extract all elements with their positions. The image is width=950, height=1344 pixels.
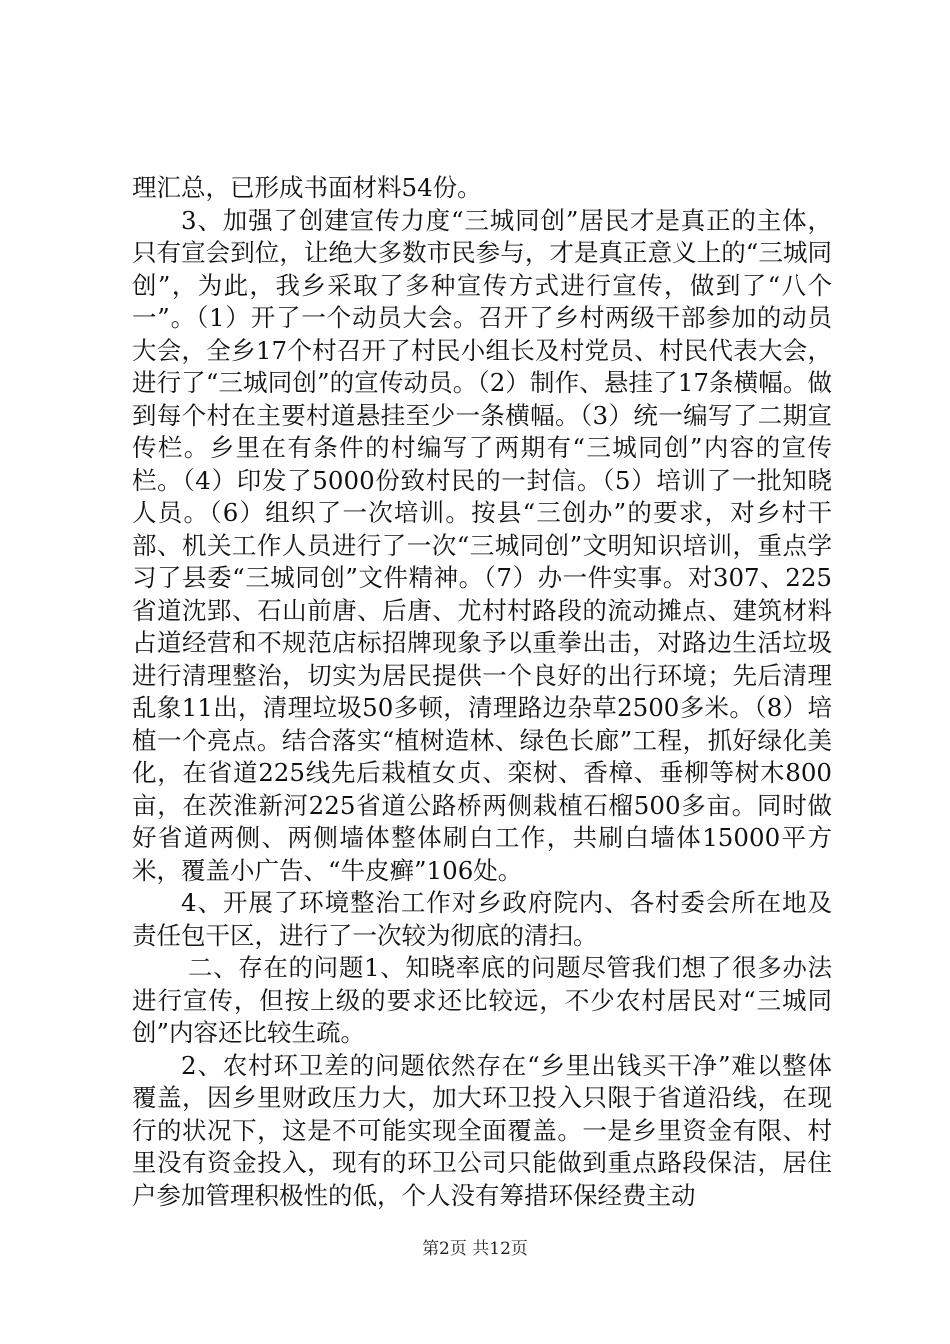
page-footer: 第2页 共12页: [422, 1239, 528, 1259]
document-body: [132, 172, 832, 1212]
paragraph-publicity: 3、加强了创建宣传力度“三城同创”居民才是真正的主体，只有宣会到位，让绝大多数市民参与，才是真正意义上的“三城同创”，为此，我乡采取了多种宣传方式进行宣传，做到了“八个一”。（1）开了一个动员大会。召开了乡村两级干部参加的动员大会，全乡17个村召开了村民小组长及村党员、村民代表大会，进行了“三城同创”的宣传动员。（2）制作、悬挂了17条横幅。做到每个村在主要村道悬挂至少一条横幅。（3）统一编写了二期宣传栏。乡里在有条件的村编写了两期有“三城同创”内容的宣传栏。（4）印发了5000份致村民的一封信。（5）培训了一批知晓人员。（6）组织了一次培训。按县“三创办”的要求，对乡村干部、机关工作人员进行了一次“三城同创”文明知识培训，重点学习了县委“三城同创”文件精神。（7）办一件实事。对307、225省道沈郢、石山前唐、后唐、尤村村路段的流动摊点、建筑材料占道经营和不规范店标招牌现象予以重拳出击，对路边生活垃圾进行清理整治，切实为居民提供一个良好的出行环境；先后清理乱象11出，清理垃圾50多顿，清理路边杂草2500多米。（8）培植一个亮点。结合落实“植树造林、绿色长廊”工程，抓好绿化美化，在省道225线先后栽植女贞、栾树、香樟、垂柳等树木800亩，在茨淮新河225省道公路桥两侧栽植石榴500多亩。同时做好省道两侧、两侧墙体整体刷白工作，共刷白墙体15000平方米，覆盖小广告、“牛皮癣”106处。: [132, 205, 832, 885]
paragraph-problems: 二、存在的问题1、知晓率底的问题尽管我们想了很多办法进行宣传，但按上级的要求还比较远，不少农村居民对“三城同创”内容还比较生疏。: [132, 953, 832, 1047]
paragraph-environment: 4、开展了环境整治工作对乡政府院内、各村委会所在地及责任包干区，进行了一次较为彻底的清扫。: [132, 888, 832, 950]
paragraph-sanitation: 2、农村环卫差的问题依然存在“乡里出钱买干净”难以整体覆盖，因乡里财政压力大，加大环卫投入只限于省道沿线，在现行的状况下，这是不可能实现全面覆盖。一是乡里资金有限、村里没有资金投入，现有的环卫公司只能做到重点路段保洁，居住户参加管理积极性的低，个人没有筹措环保经费主动: [132, 1050, 832, 1210]
paragraph-continuation: 理汇总，已形成书面材料54份。: [132, 173, 482, 202]
